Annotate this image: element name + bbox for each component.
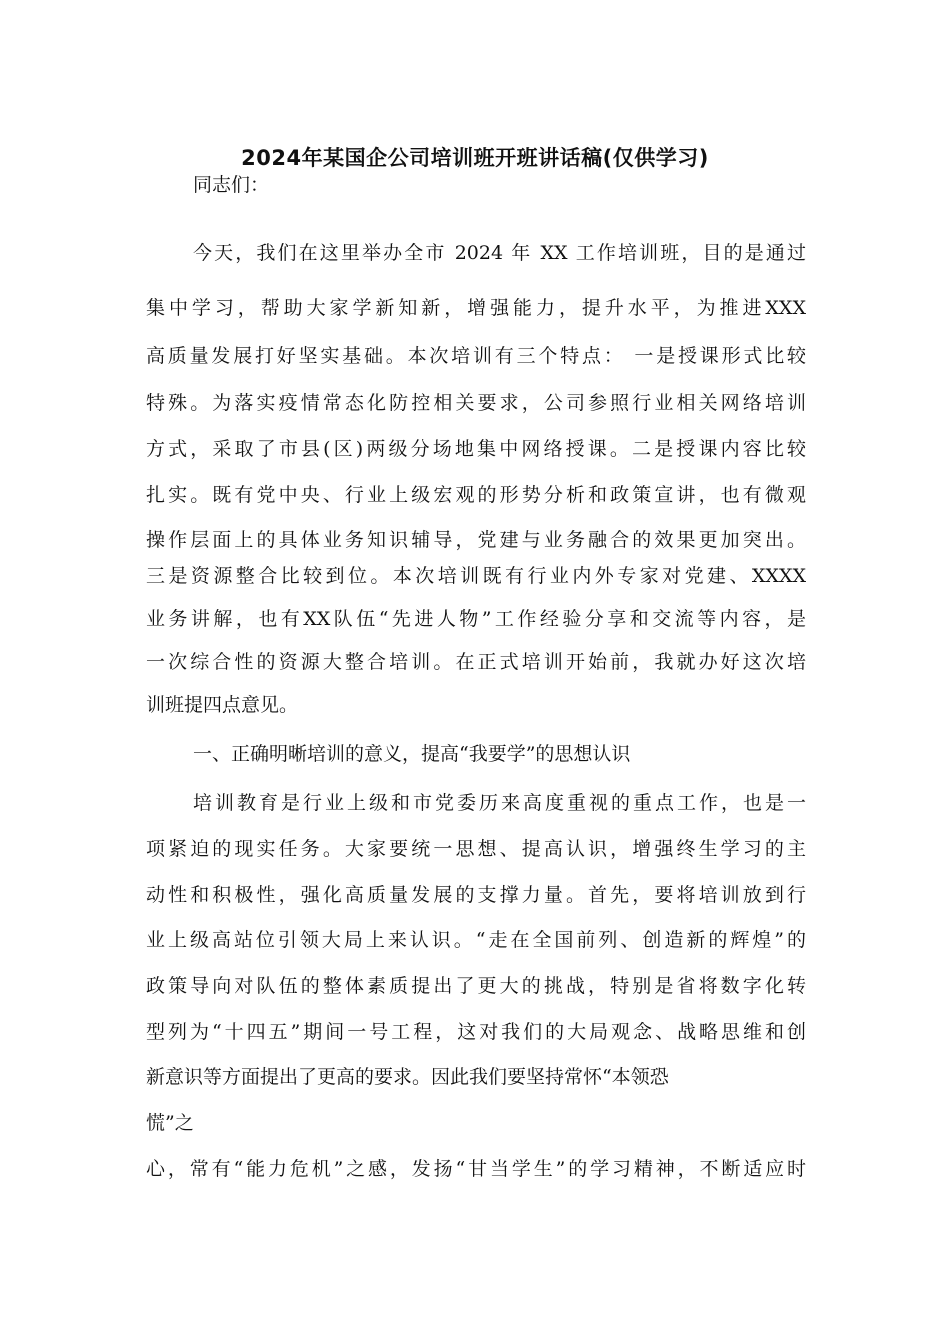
paragraph-line: 心，常有“能力危机”之感，发扬“甘当学生”的学习精神，不断适应时 (146, 1158, 806, 1180)
paragraph-line: 动性和积极性，强化高质量发展的支撑力量。首先，要将培训放到行 (146, 884, 806, 906)
paragraph-line: 扎实。既有党中央、行业上级宏观的形势分析和政策宣讲，也有微观 (146, 484, 806, 506)
paragraph-line: 集中学习，帮助大家学新知新，增强能力，提升水平，为推进XXX (146, 297, 806, 319)
paragraph-line: 特殊。为落实疫情常态化防控相关要求，公司参照行业相关网络培训 (146, 392, 806, 414)
salutation: 同志们： (193, 174, 270, 196)
paragraph-line: 三是资源整合比较到位。本次培训既有行业内外专家对党建、XXXX (146, 565, 806, 587)
paragraph-line: 培训教育是行业上级和市党委历来高度重视的重点工作，也是一 (193, 792, 806, 814)
paragraph-line: 新意识等方面提出了更高的要求。因此我们要坚持常怀“本领恐 (146, 1066, 669, 1088)
paragraph-line: 型列为“十四五”期间一号工程，这对我们的大局观念、战略思维和创 (146, 1021, 806, 1043)
paragraph-line: 方式，采取了市县(区)两级分场地集中网络授课。二是授课内容比较 (146, 438, 806, 460)
paragraph-line: 项紧迫的现实任务。大家要统一思想、提高认识，增强终生学习的主 (146, 838, 806, 860)
document-title: 2024年某国企公司培训班开班讲话稿(仅供学习) (241, 146, 709, 170)
paragraph-line: 今天，我们在这里举办全市 2024 年 XX 工作培训班，目的是通过 (193, 242, 806, 264)
paragraph-line: 业务讲解，也有XX队伍“先进人物”工作经验分享和交流等内容，是 (146, 608, 806, 630)
section-heading: 一、正确明晰培训的意义，提高“我要学”的思想认识 (193, 743, 631, 765)
paragraph-line: 业上级高站位引领大局上来认识。“走在全国前列、创造新的辉煌”的 (146, 929, 806, 951)
paragraph-line: 政策导向对队伍的整体素质提出了更大的挑战，特别是省将数字化转 (146, 975, 806, 997)
paragraph-line: 训班提四点意见。 (146, 694, 299, 716)
paragraph-line: 操作层面上的具体业务知识辅导，党建与业务融合的效果更加突出。 (146, 529, 806, 551)
paragraph-line: 慌”之 (146, 1112, 194, 1134)
paragraph-line: 高质量发展打好坚实基础。本次培训有三个特点： 一是授课形式比较 (146, 345, 806, 367)
paragraph-line: 一次综合性的资源大整合培训。在正式培训开始前，我就办好这次培 (146, 651, 806, 673)
